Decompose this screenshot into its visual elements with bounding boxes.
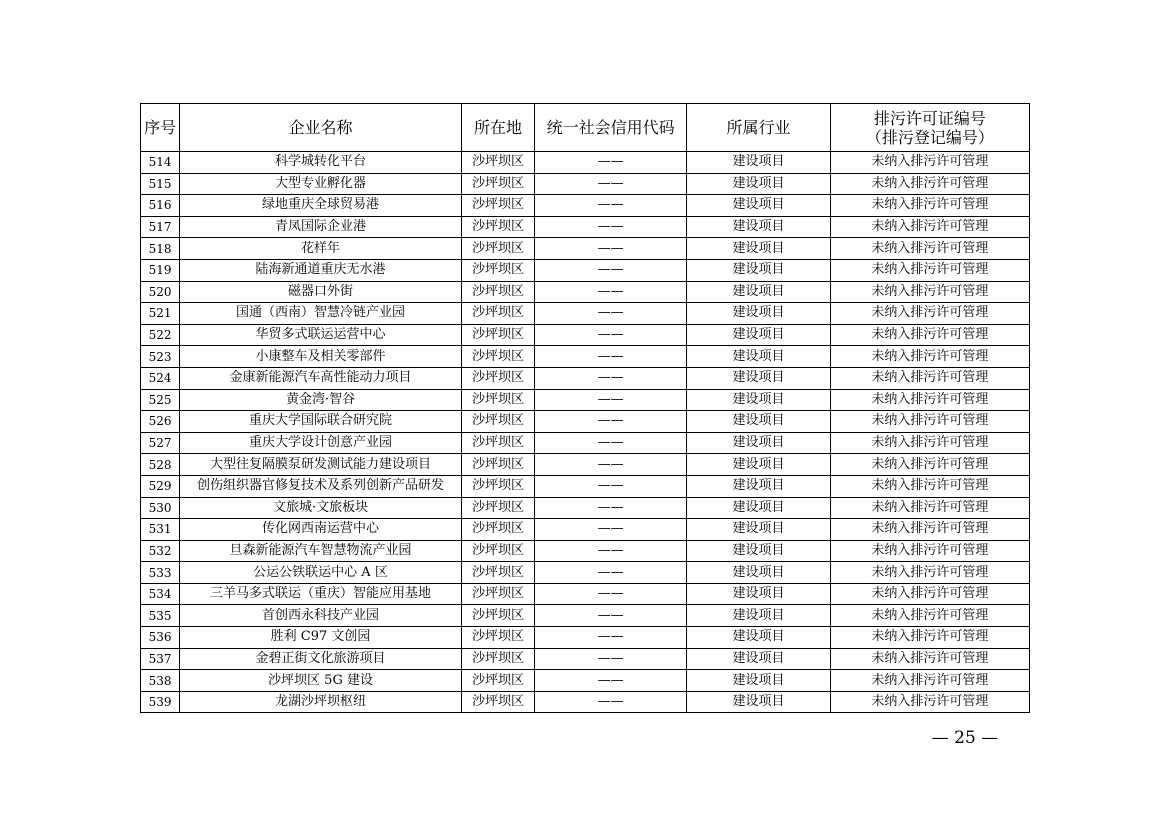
cell-location: 沙坪坝区 (461, 173, 534, 195)
table-row (141, 540, 1030, 562)
cell-industry: 建设项目 (687, 497, 831, 519)
cell-name: 胜利 C97 文创园 (180, 627, 462, 649)
table-row (141, 432, 1030, 454)
cell-permit: 未纳入排污许可管理 (830, 367, 1029, 389)
cell-industry: 建设项目 (687, 216, 831, 238)
cell-index: 529 (141, 475, 180, 497)
table-row (141, 648, 1030, 670)
cell-index: 525 (141, 389, 180, 411)
cell-name: 青凤国际企业港 (180, 216, 462, 238)
cell-permit: 未纳入排污许可管理 (830, 562, 1029, 584)
cell-index: 532 (141, 540, 180, 562)
cell-name: 绿地重庆全球贸易港 (180, 195, 462, 217)
cell-credit-code: —— (535, 216, 687, 238)
cell-industry: 建设项目 (687, 648, 831, 670)
cell-industry: 建设项目 (687, 411, 831, 433)
cell-industry: 建设项目 (687, 303, 831, 325)
cell-location: 沙坪坝区 (461, 648, 534, 670)
cell-industry: 建设项目 (687, 259, 831, 281)
cell-index: 530 (141, 497, 180, 519)
cell-name: 科学城转化平台 (180, 152, 462, 174)
cell-location: 沙坪坝区 (461, 432, 534, 454)
cell-credit-code: —— (535, 562, 687, 584)
cell-location: 沙坪坝区 (461, 281, 534, 303)
header-permit-line2: （排污登记编号） (865, 127, 994, 147)
cell-index: 517 (141, 216, 180, 238)
cell-permit: 未纳入排污许可管理 (830, 475, 1029, 497)
table-header-row (141, 104, 1030, 152)
cell-name: 传化网西南运营中心 (180, 519, 462, 541)
cell-permit: 未纳入排污许可管理 (830, 627, 1029, 649)
table-row (141, 389, 1030, 411)
cell-name: 创伤组织器官修复技术及系列创新产品研发 (180, 475, 462, 497)
cell-permit: 未纳入排污许可管理 (830, 152, 1029, 174)
cell-permit: 未纳入排污许可管理 (830, 216, 1029, 238)
cell-credit-code: —— (535, 367, 687, 389)
cell-location: 沙坪坝区 (461, 411, 534, 433)
table-row (141, 454, 1030, 476)
cell-location: 沙坪坝区 (461, 389, 534, 411)
table-row (141, 152, 1030, 174)
cell-industry: 建设项目 (687, 540, 831, 562)
header-location: 所在地 (461, 104, 534, 152)
cell-location: 沙坪坝区 (461, 216, 534, 238)
cell-permit: 未纳入排污许可管理 (830, 173, 1029, 195)
cell-credit-code: —— (535, 389, 687, 411)
cell-location: 沙坪坝区 (461, 670, 534, 692)
cell-industry: 建设项目 (687, 281, 831, 303)
cell-index: 515 (141, 173, 180, 195)
cell-index: 528 (141, 454, 180, 476)
cell-credit-code: —— (535, 670, 687, 692)
cell-credit-code: —— (535, 411, 687, 433)
cell-name: 陆海新通道重庆无水港 (180, 259, 462, 281)
cell-location: 沙坪坝区 (461, 562, 534, 584)
cell-location: 沙坪坝区 (461, 454, 534, 476)
cell-credit-code: —— (535, 259, 687, 281)
cell-name: 国通（西南）智慧冷链产业园 (180, 303, 462, 325)
cell-name: 大型往复隔膜泵研发测试能力建设项目 (180, 454, 462, 476)
cell-name: 旦森新能源汽车智慧物流产业园 (180, 540, 462, 562)
pollutant-permit-table-container (140, 103, 1030, 713)
cell-location: 沙坪坝区 (461, 152, 534, 174)
cell-credit-code: —— (535, 475, 687, 497)
cell-location: 沙坪坝区 (461, 583, 534, 605)
cell-industry: 建设项目 (687, 389, 831, 411)
header-index: 序号 (141, 104, 180, 152)
cell-index: 522 (141, 324, 180, 346)
cell-location: 沙坪坝区 (461, 519, 534, 541)
cell-index: 538 (141, 670, 180, 692)
cell-industry: 建设项目 (687, 346, 831, 368)
cell-industry: 建设项目 (687, 195, 831, 217)
header-name: 企业名称 (180, 104, 462, 152)
table-row (141, 627, 1030, 649)
cell-index: 519 (141, 259, 180, 281)
cell-permit: 未纳入排污许可管理 (830, 497, 1029, 519)
table-row (141, 173, 1030, 195)
cell-industry: 建设项目 (687, 670, 831, 692)
cell-index: 518 (141, 238, 180, 260)
cell-name: 磁器口外街 (180, 281, 462, 303)
cell-location: 沙坪坝区 (461, 346, 534, 368)
cell-permit: 未纳入排污许可管理 (830, 238, 1029, 260)
table-body (141, 152, 1030, 713)
cell-location: 沙坪坝区 (461, 540, 534, 562)
cell-location: 沙坪坝区 (461, 605, 534, 627)
cell-industry: 建设项目 (687, 367, 831, 389)
table-row (141, 238, 1030, 260)
cell-location: 沙坪坝区 (461, 303, 534, 325)
cell-credit-code: —— (535, 303, 687, 325)
cell-index: 534 (141, 583, 180, 605)
cell-permit: 未纳入排污许可管理 (830, 519, 1029, 541)
table-row (141, 605, 1030, 627)
header-industry: 所属行业 (687, 104, 831, 152)
cell-index: 527 (141, 432, 180, 454)
table-row (141, 411, 1030, 433)
table-row (141, 195, 1030, 217)
cell-index: 514 (141, 152, 180, 174)
cell-credit-code: —— (535, 346, 687, 368)
cell-industry: 建设项目 (687, 152, 831, 174)
cell-industry: 建设项目 (687, 605, 831, 627)
cell-index: 523 (141, 346, 180, 368)
cell-permit: 未纳入排污许可管理 (830, 583, 1029, 605)
cell-name: 黄金湾·智谷 (180, 389, 462, 411)
table-row (141, 346, 1030, 368)
cell-credit-code: —— (535, 605, 687, 627)
cell-permit: 未纳入排污许可管理 (830, 259, 1029, 281)
cell-name: 小康整车及相关零部件 (180, 346, 462, 368)
cell-permit: 未纳入排污许可管理 (830, 648, 1029, 670)
table-row (141, 691, 1030, 713)
cell-permit: 未纳入排污许可管理 (830, 670, 1029, 692)
cell-industry: 建设项目 (687, 432, 831, 454)
cell-location: 沙坪坝区 (461, 497, 534, 519)
cell-permit: 未纳入排污许可管理 (830, 195, 1029, 217)
cell-location: 沙坪坝区 (461, 238, 534, 260)
cell-location: 沙坪坝区 (461, 195, 534, 217)
table-row (141, 281, 1030, 303)
cell-name: 重庆大学设计创意产业园 (180, 432, 462, 454)
cell-credit-code: —— (535, 691, 687, 713)
table-row (141, 303, 1030, 325)
cell-index: 533 (141, 562, 180, 584)
cell-index: 524 (141, 367, 180, 389)
cell-name: 沙坪坝区 5G 建设 (180, 670, 462, 692)
cell-industry: 建设项目 (687, 324, 831, 346)
cell-index: 516 (141, 195, 180, 217)
cell-name: 花样年 (180, 238, 462, 260)
cell-permit: 未纳入排污许可管理 (830, 346, 1029, 368)
page-number: — 25 — (931, 728, 999, 748)
cell-permit: 未纳入排污许可管理 (830, 389, 1029, 411)
cell-name: 三羊马多式联运（重庆）智能应用基地 (180, 583, 462, 605)
cell-industry: 建设项目 (687, 475, 831, 497)
cell-credit-code: —— (535, 281, 687, 303)
cell-index: 531 (141, 519, 180, 541)
cell-location: 沙坪坝区 (461, 627, 534, 649)
cell-permit: 未纳入排污许可管理 (830, 324, 1029, 346)
cell-credit-code: —— (535, 152, 687, 174)
cell-name: 金康新能源汽车高性能动力项目 (180, 367, 462, 389)
table-row (141, 367, 1030, 389)
cell-credit-code: —— (535, 324, 687, 346)
cell-credit-code: —— (535, 238, 687, 260)
header-permit (830, 104, 1029, 152)
cell-permit: 未纳入排污许可管理 (830, 303, 1029, 325)
cell-industry: 建设项目 (687, 519, 831, 541)
header-credit-code: 统一社会信用代码 (535, 104, 687, 152)
table-row (141, 216, 1030, 238)
cell-index: 526 (141, 411, 180, 433)
cell-permit: 未纳入排污许可管理 (830, 605, 1029, 627)
cell-credit-code: —— (535, 540, 687, 562)
table-row (141, 562, 1030, 584)
cell-name: 大型专业孵化器 (180, 173, 462, 195)
cell-location: 沙坪坝区 (461, 691, 534, 713)
cell-index: 539 (141, 691, 180, 713)
table-row (141, 475, 1030, 497)
cell-name: 重庆大学国际联合研究院 (180, 411, 462, 433)
table-row (141, 497, 1030, 519)
cell-credit-code: —— (535, 432, 687, 454)
header-permit-line1: 排污许可证编号 (873, 108, 986, 128)
pollutant-permit-table (140, 103, 1030, 713)
cell-industry: 建设项目 (687, 583, 831, 605)
cell-credit-code: —— (535, 648, 687, 670)
cell-industry: 建设项目 (687, 238, 831, 260)
cell-industry: 建设项目 (687, 454, 831, 476)
cell-location: 沙坪坝区 (461, 324, 534, 346)
cell-index: 521 (141, 303, 180, 325)
table-row (141, 670, 1030, 692)
cell-location: 沙坪坝区 (461, 259, 534, 281)
cell-credit-code: —— (535, 497, 687, 519)
cell-industry: 建设项目 (687, 691, 831, 713)
cell-credit-code: —— (535, 583, 687, 605)
cell-name: 文旅城·文旅板块 (180, 497, 462, 519)
cell-credit-code: —— (535, 173, 687, 195)
table-row (141, 324, 1030, 346)
cell-permit: 未纳入排污许可管理 (830, 540, 1029, 562)
table-row (141, 259, 1030, 281)
cell-name: 金碧正街文化旅游项目 (180, 648, 462, 670)
table-row (141, 583, 1030, 605)
cell-credit-code: —— (535, 454, 687, 476)
cell-industry: 建设项目 (687, 173, 831, 195)
cell-name: 首创西永科技产业园 (180, 605, 462, 627)
cell-index: 535 (141, 605, 180, 627)
cell-permit: 未纳入排污许可管理 (830, 281, 1029, 303)
cell-name: 华贸多式联运运营中心 (180, 324, 462, 346)
cell-credit-code: —— (535, 627, 687, 649)
cell-permit: 未纳入排污许可管理 (830, 432, 1029, 454)
cell-location: 沙坪坝区 (461, 367, 534, 389)
cell-industry: 建设项目 (687, 562, 831, 584)
cell-index: 537 (141, 648, 180, 670)
cell-name: 公运公铁联运中心 A 区 (180, 562, 462, 584)
cell-permit: 未纳入排污许可管理 (830, 691, 1029, 713)
cell-location: 沙坪坝区 (461, 475, 534, 497)
cell-index: 536 (141, 627, 180, 649)
cell-permit: 未纳入排污许可管理 (830, 411, 1029, 433)
table-row (141, 519, 1030, 541)
cell-credit-code: —— (535, 519, 687, 541)
cell-credit-code: —— (535, 195, 687, 217)
cell-name: 龙湖沙坪坝枢纽 (180, 691, 462, 713)
cell-industry: 建设项目 (687, 627, 831, 649)
cell-permit: 未纳入排污许可管理 (830, 454, 1029, 476)
cell-index: 520 (141, 281, 180, 303)
